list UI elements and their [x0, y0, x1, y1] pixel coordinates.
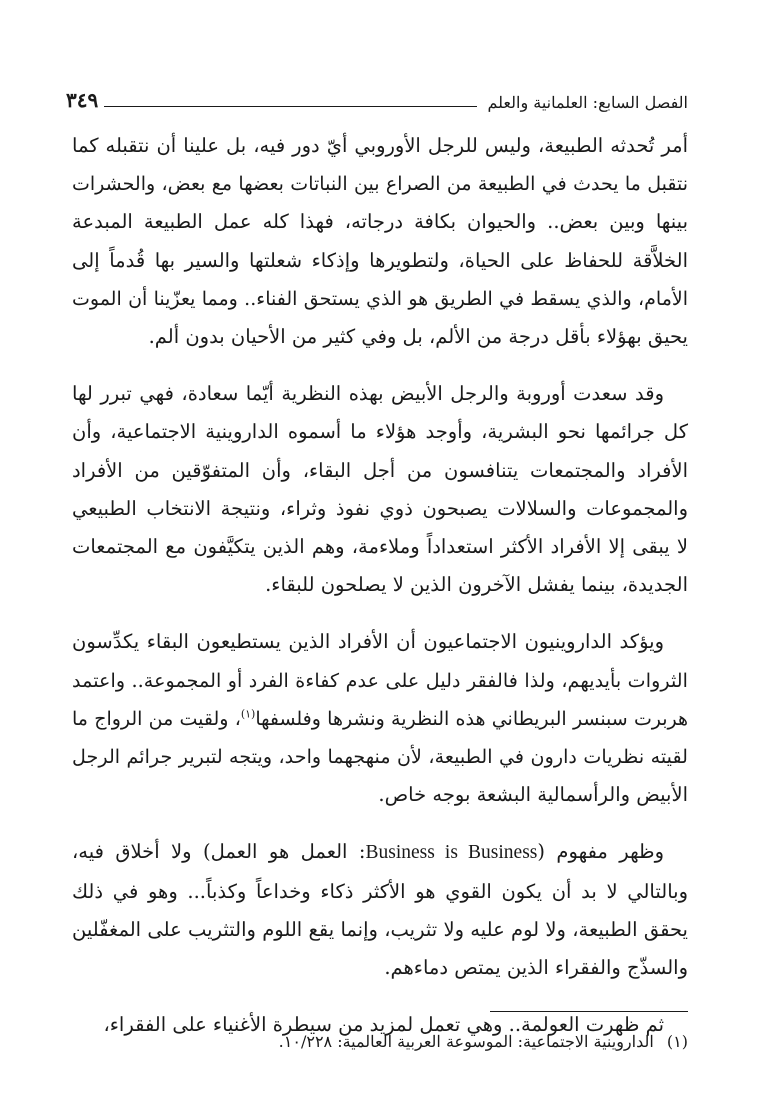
page-number: ٣٤٩	[66, 88, 99, 112]
text-line: ثم ظهرت العولمة.. وهي تعمل لمزيد من سيطرة الأغنياء على الفقراء،	[103, 1013, 664, 1037]
text-line: الأفراد والمجتمعات يتنافسون من أجل البقاء، وأن المتفوّقين من الأفراد	[72, 458, 688, 482]
text-line-with-footnote-ref	[72, 700, 688, 738]
running-header	[66, 86, 688, 112]
paragraph	[72, 127, 688, 356]
text-line: كل جرائمها نحو البشرية، وأوجد هؤلاء ما أسموه الداروينية الاجتماعية، وأن	[72, 420, 688, 444]
text-line: لا يبقى إلا الأفراد الأكثر استعداداً وملاءمة، وهم الذين يتكيَّفون مع المجتمعات	[72, 535, 688, 559]
text-segment: هربرت سبنسر البريطاني هذه النظرية ونشرها وفلسفها	[255, 707, 689, 730]
text-line: وقد سعدت أوروبة والرجل الأبيض بهذه النظرية أيّما سعادة، فهي تبرر لها	[72, 382, 664, 406]
text-line: الجديدة، بينما يفشل الآخرون الذين لا يصلحون للبقاء.	[265, 573, 688, 597]
body-text	[72, 127, 688, 1063]
text-segment: : العمل هو العمل) ولا أخلاق فيه،	[72, 840, 366, 864]
text-line: بينها وبين بعض.. والحيوان بكافة درجاته، فهذا كله عمل الطبيعة المبدعة	[72, 210, 688, 234]
footnote-reference[interactable]: (١)	[240, 707, 256, 721]
text-line: أمر تُحدثه الطبيعة، وليس للرجل الأوروبي أيّ دور فيه، بل علينا أن نتقبله كما	[72, 134, 688, 157]
text-segment: ، ولقيت من الرواج ما	[72, 707, 241, 730]
text-line: نتقبل ما يحدث في الطبيعة من الصراع بين النباتات بعضها مع بعض، والحشرات	[72, 173, 688, 196]
latin-phrase: Business is Business	[365, 842, 538, 864]
text-line: يحقق الطبيعة، ولا لوم عليه ولا تثريب، وإنما يقع اللوم والتثريب على المغفّلين	[72, 917, 688, 941]
footnote	[72, 1030, 688, 1054]
text-line: الأمام، والذي يسقط في الطريق هو الذي يستحق الفناء.. ومما يعزّينا أن الموت	[72, 287, 688, 310]
text-line: والمجموعات والسلالات يصبحون ذوي نفوذ وثراء، ونتيجة الانتخاب الطبيعي	[72, 496, 688, 520]
paragraph	[72, 375, 688, 604]
paragraph	[72, 833, 688, 987]
text-line: ويؤكد الداروينيون الاجتماعيون أن الأفراد الذين يستطيعون البقاء يكدِّسون	[72, 630, 664, 654]
text-line-with-latin	[72, 833, 688, 872]
text-line: وبالتالي لا بد أن يكون القوي هو الأكثر ذكاء وخداعاً وكذباً... وهو في ذلك	[72, 879, 688, 903]
text-line: الخلاَّقة للحفاظ على الحياة، ولتطويرها وإذكاء شعلتها والسير بها قُدماً إلى	[72, 248, 688, 272]
footnote-text: الداروينية الاجتماعية: الموسوعة العربية العالمية: ١٠/٢٢٨.	[278, 1032, 654, 1051]
paragraph	[72, 623, 688, 814]
text-segment: وظهر مفهوم (	[537, 840, 664, 864]
text-line: الأبيض والرأسمالية البشعة بوجه خاص.	[378, 783, 688, 807]
text-line: يحيق بهؤلاء بأقل درجة من الألم، بل وفي كثير من الأحيان بدون ألم.	[148, 325, 688, 349]
text-line: الثروات بأيديهم، ولذا فالفقر دليل على عدم كفاءة الفرد أو المجموعة.. واعتمد	[72, 668, 688, 692]
chapter-title: الفصل السابع: العلمانية والعلم	[487, 93, 688, 112]
footnote-rule	[490, 1011, 688, 1012]
text-line: والسذّج والفقراء الذين يمتص دماءهم.	[384, 956, 688, 980]
footnote-marker: (١)	[666, 1032, 688, 1051]
text-line: لقيته نظريات دارون في الطبيعة، لأن منهجهما واحد، ويتجه لتبرير جرائم الرجل	[72, 745, 688, 769]
header-rule	[104, 106, 477, 107]
